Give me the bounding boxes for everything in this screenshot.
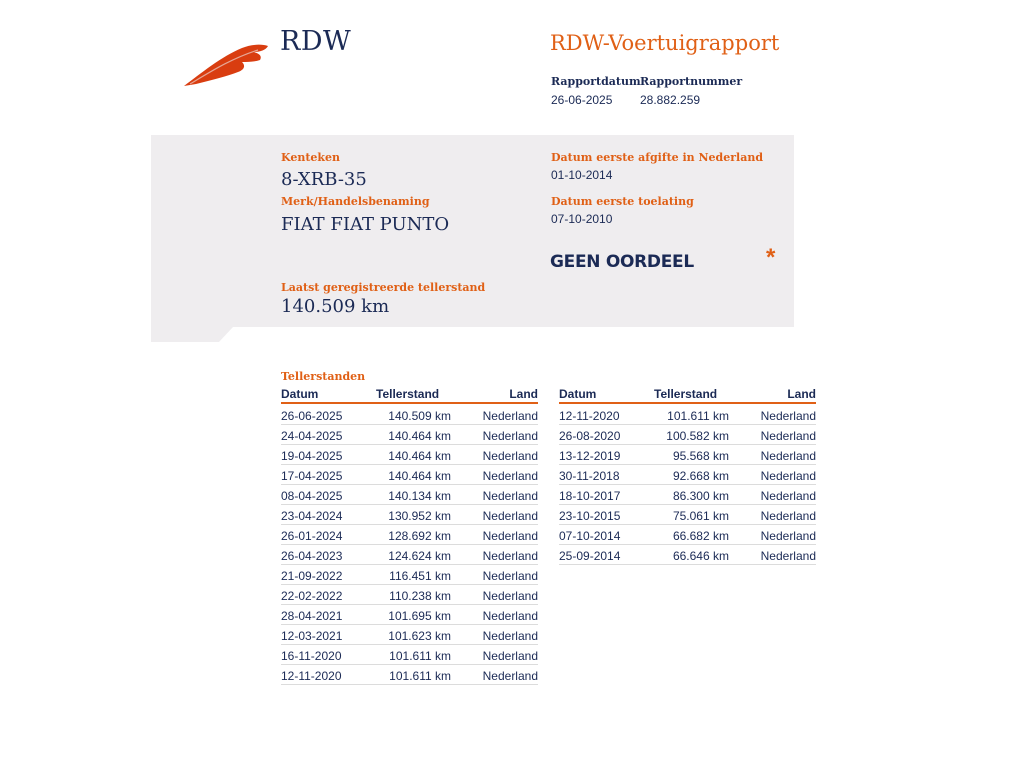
cell-country: Nederland bbox=[756, 505, 816, 525]
cell-reading: 101.611 km bbox=[376, 665, 478, 685]
cell-country: Nederland bbox=[478, 645, 538, 665]
cell-date: 23-04-2024 bbox=[281, 505, 376, 525]
cell-country: Nederland bbox=[478, 565, 538, 585]
col-header-reading: Tellerstand bbox=[376, 387, 478, 403]
col-header-date: Datum bbox=[559, 387, 654, 403]
cell-date: 17-04-2025 bbox=[281, 465, 376, 485]
table-row bbox=[559, 403, 816, 425]
table-row bbox=[559, 485, 816, 505]
cell-date: 16-11-2020 bbox=[281, 645, 376, 665]
rdw-feather-logo-icon bbox=[182, 40, 270, 90]
cell-country: Nederland bbox=[756, 485, 816, 505]
cell-country: Nederland bbox=[756, 465, 816, 485]
cell-country: Nederland bbox=[478, 525, 538, 545]
report-date: 26-06-2025 bbox=[551, 93, 613, 107]
table-row bbox=[281, 425, 538, 445]
table-row bbox=[559, 465, 816, 485]
cell-country: Nederland bbox=[478, 505, 538, 525]
cell-date: 24-04-2025 bbox=[281, 425, 376, 445]
cell-date: 07-10-2014 bbox=[559, 525, 654, 545]
cell-date: 12-11-2020 bbox=[559, 403, 654, 425]
verdict-asterisk: * bbox=[766, 244, 776, 271]
cell-date: 26-04-2023 bbox=[281, 545, 376, 565]
cell-date: 22-02-2022 bbox=[281, 585, 376, 605]
make-value: FIAT FIAT PUNTO bbox=[281, 214, 450, 235]
cell-country: Nederland bbox=[478, 425, 538, 445]
cell-country: Nederland bbox=[478, 665, 538, 685]
brand-name: RDW bbox=[280, 26, 352, 57]
cell-reading: 101.695 km bbox=[376, 605, 478, 625]
cell-date: 12-11-2020 bbox=[281, 665, 376, 685]
cell-country: Nederland bbox=[478, 585, 538, 605]
report-date-label: Rapportdatum bbox=[551, 75, 641, 88]
cell-date: 18-10-2017 bbox=[559, 485, 654, 505]
cell-country: Nederland bbox=[478, 605, 538, 625]
plate-value: 8-XRB-35 bbox=[281, 169, 367, 190]
cell-country: Nederland bbox=[478, 445, 538, 465]
cell-reading: 124.624 km bbox=[376, 545, 478, 565]
first-admission-label: Datum eerste toelating bbox=[551, 195, 694, 208]
cell-date: 08-04-2025 bbox=[281, 485, 376, 505]
cell-reading: 101.623 km bbox=[376, 625, 478, 645]
report-date-block bbox=[551, 75, 641, 107]
table-row bbox=[559, 425, 816, 445]
cell-reading: 128.692 km bbox=[376, 525, 478, 545]
odometer-value: 140.509 km bbox=[281, 296, 390, 317]
table-row bbox=[559, 505, 816, 525]
report-number-block bbox=[640, 75, 742, 107]
cell-date: 23-10-2015 bbox=[559, 505, 654, 525]
cell-reading: 140.464 km bbox=[376, 465, 478, 485]
cell-reading: 86.300 km bbox=[654, 485, 756, 505]
cell-date: 30-11-2018 bbox=[559, 465, 654, 485]
table-row bbox=[559, 545, 816, 565]
cell-country: Nederland bbox=[478, 545, 538, 565]
table-row bbox=[559, 445, 816, 465]
cell-date: 28-04-2021 bbox=[281, 605, 376, 625]
table-row bbox=[281, 465, 538, 485]
cell-reading: 92.668 km bbox=[654, 465, 756, 485]
cell-date: 12-03-2021 bbox=[281, 625, 376, 645]
cell-country: Nederland bbox=[756, 425, 816, 445]
table-row bbox=[281, 505, 538, 525]
cell-country: Nederland bbox=[756, 403, 816, 425]
first-issue-nl-label: Datum eerste afgifte in Nederland bbox=[551, 151, 764, 164]
first-admission-value: 07-10-2010 bbox=[551, 212, 613, 226]
table-row bbox=[281, 625, 538, 645]
cell-date: 26-01-2024 bbox=[281, 525, 376, 545]
cell-reading: 140.509 km bbox=[376, 403, 478, 425]
readings-title: Tellerstanden bbox=[281, 370, 366, 383]
cell-reading: 66.646 km bbox=[654, 545, 756, 565]
cell-date: 13-12-2019 bbox=[559, 445, 654, 465]
cell-country: Nederland bbox=[478, 403, 538, 425]
cell-country: Nederland bbox=[756, 545, 816, 565]
cell-date: 19-04-2025 bbox=[281, 445, 376, 465]
col-header-country: Land bbox=[478, 387, 538, 403]
cell-country: Nederland bbox=[478, 625, 538, 645]
table-row bbox=[281, 445, 538, 465]
cell-reading: 116.451 km bbox=[376, 565, 478, 585]
col-header-date: Datum bbox=[281, 387, 376, 403]
table-row bbox=[281, 645, 538, 665]
cell-reading: 66.682 km bbox=[654, 525, 756, 545]
cell-date: 26-08-2020 bbox=[559, 425, 654, 445]
cell-reading: 110.238 km bbox=[376, 585, 478, 605]
table-row bbox=[281, 545, 538, 565]
report-number-label: Rapportnummer bbox=[640, 75, 743, 88]
table-row bbox=[281, 585, 538, 605]
col-header-reading: Tellerstand bbox=[654, 387, 756, 403]
col-header-country: Land bbox=[756, 387, 816, 403]
report-number: 28.882.259 bbox=[640, 93, 701, 107]
table-row bbox=[559, 525, 816, 545]
cell-reading: 130.952 km bbox=[376, 505, 478, 525]
odometer-label: Laatst geregistreerde tellerstand bbox=[281, 281, 486, 294]
cell-country: Nederland bbox=[478, 465, 538, 485]
first-issue-nl-value: 01-10-2014 bbox=[551, 168, 613, 182]
plate-label: Kenteken bbox=[281, 151, 341, 164]
report-title: RDW-Voertuigrapport bbox=[550, 31, 780, 55]
table-row bbox=[281, 525, 538, 545]
cell-country: Nederland bbox=[756, 445, 816, 465]
cell-date: 25-09-2014 bbox=[559, 545, 654, 565]
cell-reading: 95.568 km bbox=[654, 445, 756, 465]
cell-reading: 140.464 km bbox=[376, 425, 478, 445]
table-row bbox=[281, 403, 538, 425]
odometer-verdict: GEEN OORDEEL bbox=[550, 252, 694, 272]
cell-reading: 140.464 km bbox=[376, 445, 478, 465]
table-row bbox=[281, 605, 538, 625]
cell-reading: 75.061 km bbox=[654, 505, 756, 525]
make-label: Merk/Handelsbenaming bbox=[281, 195, 430, 208]
cell-reading: 100.582 km bbox=[654, 425, 756, 445]
cell-reading: 101.611 km bbox=[376, 645, 478, 665]
readings-table-right bbox=[559, 387, 816, 565]
cell-country: Nederland bbox=[478, 485, 538, 505]
vehicle-summary-panel bbox=[151, 135, 794, 342]
cell-date: 26-06-2025 bbox=[281, 403, 376, 425]
table-row bbox=[281, 485, 538, 505]
cell-country: Nederland bbox=[756, 525, 816, 545]
cell-date: 21-09-2022 bbox=[281, 565, 376, 585]
readings-table-left bbox=[281, 387, 538, 685]
table-row bbox=[281, 565, 538, 585]
cell-reading: 101.611 km bbox=[654, 403, 756, 425]
table-row bbox=[281, 665, 538, 685]
cell-reading: 140.134 km bbox=[376, 485, 478, 505]
